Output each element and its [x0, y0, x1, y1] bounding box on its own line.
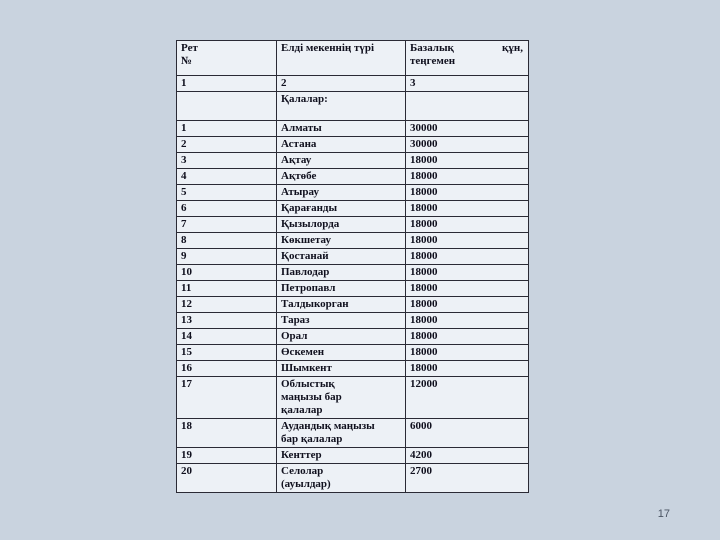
cell-base-value: 18000	[406, 233, 529, 249]
table-header-row	[177, 41, 529, 76]
cell-row-number: 1	[177, 76, 277, 92]
table-row	[177, 121, 529, 137]
table-row	[177, 153, 529, 169]
header-ret-no: Рет №	[177, 41, 277, 76]
cell-row-number	[177, 92, 277, 121]
cell-base-value: 18000	[406, 361, 529, 377]
cell-base-value: 30000	[406, 121, 529, 137]
cell-settlement-name: Қызылорда	[277, 217, 406, 233]
page-number: 17	[657, 508, 670, 520]
table-row	[177, 217, 529, 233]
table-row	[177, 249, 529, 265]
header-base-value: Базалық құн, теңгемен	[406, 41, 529, 76]
table-row	[177, 464, 529, 493]
cell-base-value	[406, 92, 529, 121]
cell-base-value: 6000	[406, 419, 529, 448]
table-row	[177, 313, 529, 329]
cell-base-value: 18000	[406, 153, 529, 169]
cell-settlement-name: Орал	[277, 329, 406, 345]
cell-base-value: 18000	[406, 345, 529, 361]
cell-settlement-name: Ақтөбе	[277, 169, 406, 185]
cell-settlement-name: Алматы	[277, 121, 406, 137]
cell-row-number: 1	[177, 121, 277, 137]
cell-row-number: 11	[177, 281, 277, 297]
table-row	[177, 448, 529, 464]
cell-settlement-name: Ақтау	[277, 153, 406, 169]
cell-settlement-name: Талдыкорган	[277, 297, 406, 313]
cell-row-number: 7	[177, 217, 277, 233]
cell-base-value: 18000	[406, 313, 529, 329]
cell-row-number: 6	[177, 201, 277, 217]
cell-base-value: 18000	[406, 281, 529, 297]
cell-settlement-name: Кенттер	[277, 448, 406, 464]
cell-settlement-name: Тараз	[277, 313, 406, 329]
cell-base-value: 18000	[406, 169, 529, 185]
cell-row-number: 16	[177, 361, 277, 377]
cell-row-number: 3	[177, 153, 277, 169]
table-row	[177, 281, 529, 297]
cell-row-number: 15	[177, 345, 277, 361]
cell-row-number: 20	[177, 464, 277, 493]
cell-row-number: 18	[177, 419, 277, 448]
cell-row-number: 13	[177, 313, 277, 329]
table-row	[177, 169, 529, 185]
cell-settlement-name: Облыстық маңызы бар қалалар	[277, 377, 406, 419]
settlement-table	[176, 40, 529, 493]
table-row	[177, 76, 529, 92]
table-row	[177, 137, 529, 153]
cell-row-number: 12	[177, 297, 277, 313]
cell-row-number: 19	[177, 448, 277, 464]
cell-row-number: 10	[177, 265, 277, 281]
cell-base-value: 18000	[406, 265, 529, 281]
cell-settlement-name: Павлодар	[277, 265, 406, 281]
cell-base-value: 18000	[406, 329, 529, 345]
header-settlement-type: Елді мекеннің түрі	[277, 41, 406, 76]
cell-base-value: 30000	[406, 137, 529, 153]
cell-settlement-name: Қостанай	[277, 249, 406, 265]
cell-settlement-name: Қарағанды	[277, 201, 406, 217]
cell-row-number: 8	[177, 233, 277, 249]
cell-base-value: 2700	[406, 464, 529, 493]
cell-base-value: 12000	[406, 377, 529, 419]
table-row	[177, 185, 529, 201]
cell-base-value: 4200	[406, 448, 529, 464]
cell-base-value: 18000	[406, 185, 529, 201]
settlement-table-body	[177, 76, 529, 493]
cell-base-value: 3	[406, 76, 529, 92]
cell-settlement-name: Астана	[277, 137, 406, 153]
cell-row-number: 2	[177, 137, 277, 153]
cell-base-value: 18000	[406, 249, 529, 265]
settlement-table-wrapper	[176, 40, 529, 493]
table-row	[177, 265, 529, 281]
cell-settlement-name: Қалалар:	[277, 92, 406, 121]
table-row	[177, 329, 529, 345]
cell-settlement-name: Көкшетау	[277, 233, 406, 249]
cell-settlement-name: Атырау	[277, 185, 406, 201]
cell-row-number: 5	[177, 185, 277, 201]
cell-settlement-name: Өскемен	[277, 345, 406, 361]
table-row	[177, 92, 529, 121]
table-row	[177, 233, 529, 249]
cell-settlement-name: Петропавл	[277, 281, 406, 297]
table-row	[177, 297, 529, 313]
cell-settlement-name: Шымкент	[277, 361, 406, 377]
cell-settlement-name: Селолар (ауылдар)	[277, 464, 406, 493]
cell-row-number: 9	[177, 249, 277, 265]
cell-base-value: 18000	[406, 217, 529, 233]
table-row	[177, 345, 529, 361]
table-row	[177, 377, 529, 419]
cell-row-number: 4	[177, 169, 277, 185]
cell-row-number: 14	[177, 329, 277, 345]
cell-row-number: 17	[177, 377, 277, 419]
cell-settlement-name: 2	[277, 76, 406, 92]
cell-base-value: 18000	[406, 201, 529, 217]
table-row	[177, 201, 529, 217]
table-row	[177, 361, 529, 377]
cell-settlement-name: Аудандық маңызы бар қалалар	[277, 419, 406, 448]
table-row	[177, 419, 529, 448]
cell-base-value: 18000	[406, 297, 529, 313]
